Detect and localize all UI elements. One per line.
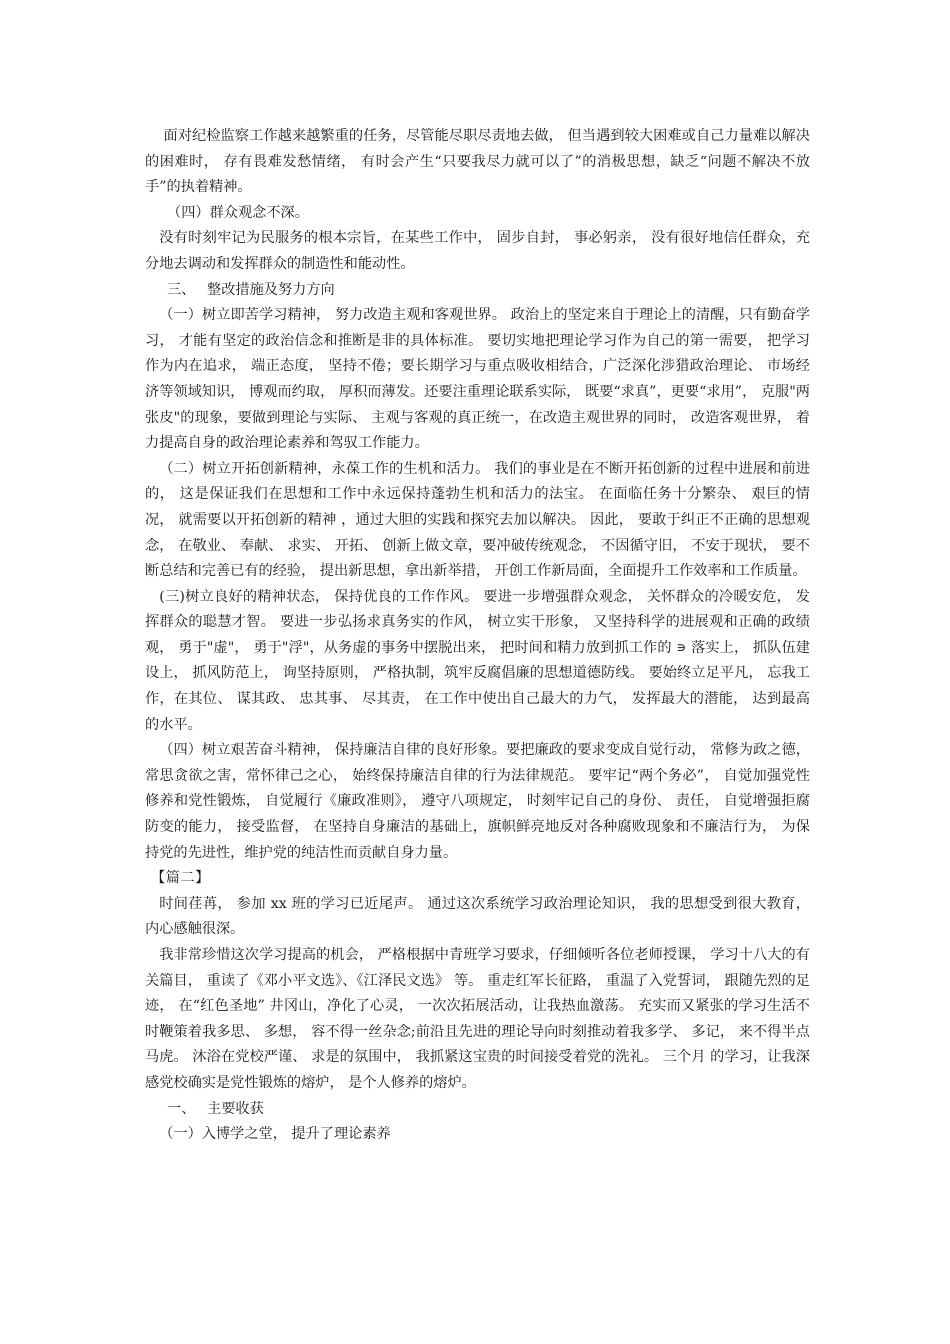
paragraph-8: （四）树立艰苦奋斗精神， 保持廉洁自律的良好形象。要把廉政的要求变成自觉行动， 常修为政之德， 常思贪欲之害，常怀律己之心， 始终保持廉洁自律的行为法律规范。 要牢记“两个务必”， 自觉加强党性修养和党性锻炼， 自觉履行《廉政准则》， 遵守八项规定， 时刻牢记自己的身份、 责任， 自觉增强拒腐防变的能力， 接受监督， 在坚持自身廉洁的基础上，旗帜鲜亮地反对各种腐败现象和不廉洁行为， 为保持党的先进性，维护党的纯洁性而贡献自身力量。: [145, 742, 810, 861]
section-number: 一、: [167, 1100, 196, 1117]
document-page: [145, 124, 810, 1148]
section-title: 主要收获: [207, 1100, 264, 1117]
paragraph-3: 没有时刻牢记为民服务的根本宗旨，在某些工作中， 固步自封， 事必躬亲， 没有很好地信任群众，充分地去调动和发挥群众的制造性和能动性。: [145, 230, 810, 272]
section-heading-1: [145, 1097, 810, 1123]
paragraph-1: 面对纪检监察工作越来越繁重的任务，尽管能尽职尽责地去做， 但当遇到较大困难或自己力量难以解决的困难时， 存有畏难发愁情绪， 有时会产生“只要我尽力就可以了”的消极思想，缺乏“问题不解决不放手”的执着精神。: [145, 128, 810, 196]
subheading-1-learning: （一）入博学之堂， 提升了理论素养: [159, 1126, 391, 1143]
paragraph-10: 时间荏苒， 参加 xx 班的学习已近尾声。 通过这次系统学习政治理论知识， 我的思想受到很大教育， 内心感触很深。: [145, 895, 810, 938]
paragraph-5: （一）树立即苦学习精神， 努力改造主观和客观世界。 政治上的坚定来自于理论上的清醒，只有勤奋学习， 才能有坚定的政治信念和推断是非的具体标准。 要切实地把理论学习作为自己的第一需要， 把学习作为内在追求， 端正态度， 坚持不倦；要长期学习与重点吸收相结合，广泛深化涉猎政治理论、 市场经济等领域知识， 博观而约取， 厚积而薄发。还要注重理论联系实际， 既要“求真”，更要“求用”， 克服"两张皮"的现象，要做到理论与实际、 主观与客观的真正统一，在改造主观世界的同时， 改造客观世界， 着力提高自身的政治理论素养和驾驭工作能力。: [145, 307, 810, 452]
section-number: 三、: [167, 281, 196, 298]
paragraph-7: (三)树立良好的精神状态， 保持优良的工作作风。 要进一步增强群众观念， 关怀群众的冷暖安危， 发挥群众的聪慧才智。 要进一步弘扬求真务实的作风， 树立实干形象， 又坚持科学的进展观和正确的政绩观， 勇于"虚"， 勇于"浮"，从务虚的事务中摆脱出来， 把时间和精力放到抓工作的 ∍ 落实上， 抓队伍建设上， 抓风防范上， 询坚持原则， 严格执制，筑牢反腐倡廉的思想道德防线。 要始终立足平凡， 忘我工作，在其位、 谋其政、 忠其事、 尽其责， 在工作中使出自己最大的力气， 发挥最大的潜能， 达到最高的水平。: [145, 588, 810, 733]
subheading-4-mass-view: （四）群众观念不深。: [167, 204, 309, 221]
section-heading-3: [145, 278, 810, 304]
paragraph-11: 我非常珍惜这次学习提高的机会， 严格根据中青班学习要求，仔细倾听各位老师授课， 学习十八大的有关篇目， 重读了《邓小平文选》、《江泽民文选》 等。 重走红军长征路， 重温了入党誓词， 跟随先烈的足迹， 在“红色圣地” 井冈山，净化了心灵， 一次次拓展活动，让我热血激荡。 充实而又紧张的学习生活不时鞭策着我多思、 多想， 容不得一丝杂念;前沿且先进的理论导向时刻推动着我多学、 多记， 来不得半点马虎。 沐浴在党校严谨、 求是的氛围中， 我抓紧这宝贵的时间接受着党的洗礼。 三个月 的学习，让我深感党校确实是党性锻炼的熔炉， 是个人修养的熔炉。: [145, 947, 810, 1091]
part-two-tag: 【篇二】: [151, 870, 210, 887]
section-title: 整改措施及努力方向: [207, 281, 335, 298]
paragraph-6: （二）树立开拓创新精神，永葆工作的生机和活力。 我们的事业是在不断开拓创新的过程中进展和前进的， 这是保证我们在思想和工作中永远保持蓬勃生机和活力的法宝。 在面临任务十分繁杂、 艰巨的情况， 就需要以开拓创新的精神 ，通过大胆的实践和探究去加以解决。 因此， 要敢于纠正不正确的思想观念， 在敬业、 奉献、 求实、 开拓、 创新上做文章，要冲破传统观念， 不因循守旧， 不安于现状， 要不断总结和完善已有的经验， 提出新思想，拿出新举措， 开创工作新局面，全面提升工作效率和工作质量。: [145, 460, 810, 580]
